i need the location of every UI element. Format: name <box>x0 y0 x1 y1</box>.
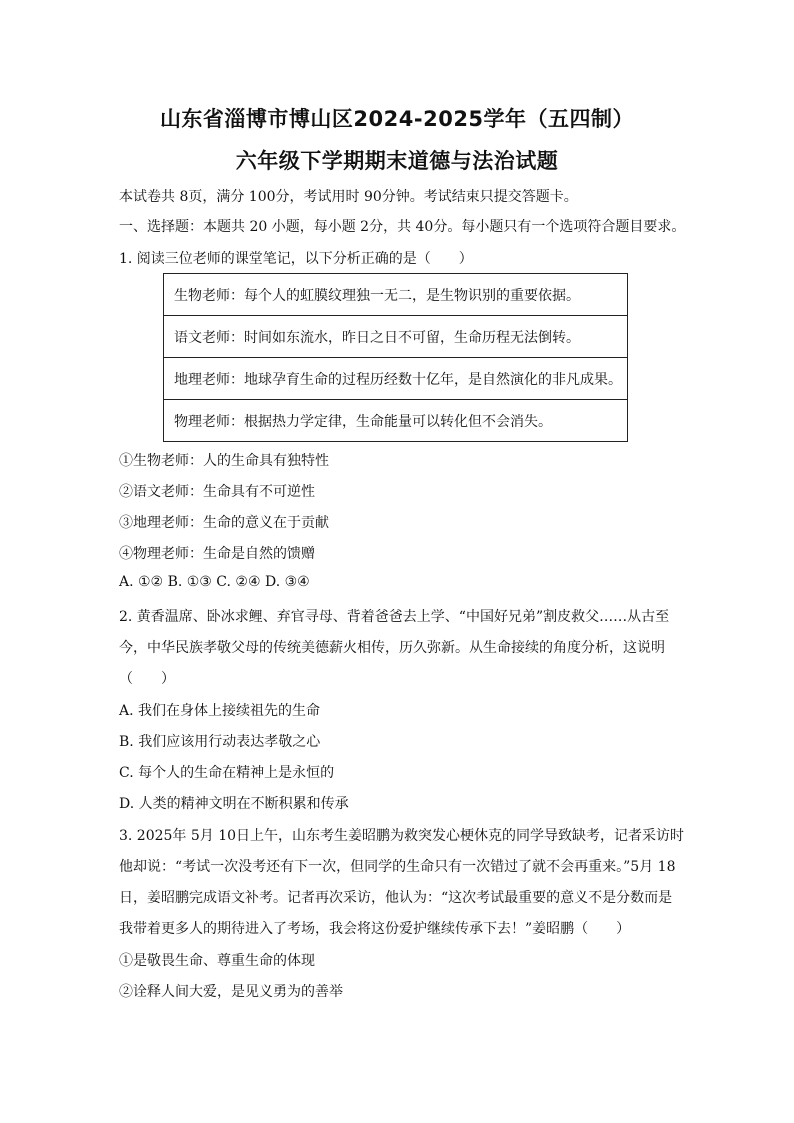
table-row <box>164 400 628 442</box>
question-1-statement: ②语文老师：生命具有不可逆性 <box>119 484 315 500</box>
question-3-statement: ②诠释人间大爱，是见义勇为的善举 <box>119 984 343 1000</box>
question-2-option: B. 我们应该用行动表达孝敬之心 <box>119 734 321 750</box>
exam-info: 本试卷共 8页，满分 100分，考试用时 90分钟。考试结束只提交答题卡。 <box>119 189 578 205</box>
table-cell: 物理老师：根据热力学定律，生命能量可以转化但不会消失。 <box>164 400 628 442</box>
question-3-stem-line: 日，姜昭鹏完成语文补考。记者再次采访，他认为：“这次考试最重要的意义不是分数而是 <box>119 890 673 906</box>
table-cell: 地理老师：地球孕育生命的过程历经数十亿年，是自然演化的非凡成果。 <box>164 358 628 400</box>
question-2-option: D. 人类的精神文明在不断积累和传承 <box>119 796 349 812</box>
document-title-line-2: 六年级下学期期末道德与法治试题 <box>235 149 559 173</box>
table-cell: 语文老师：时间如东流水，昨日之日不可留，生命历程无法倒转。 <box>164 316 628 358</box>
question-1-statement: ①生物老师：人的生命具有独特性 <box>119 453 329 469</box>
question-2-stem-line: （ ） <box>119 671 175 687</box>
question-2-option: C. 每个人的生命在精神上是永恒的 <box>119 765 335 781</box>
table-row <box>164 274 628 316</box>
question-3-statement: ①是敬畏生命、尊重生命的体现 <box>119 953 315 969</box>
question-2-option: A. 我们在身体上接续祖先的生命 <box>119 703 321 719</box>
section-heading: 一、选择题：本题共 20 小题，每小题 2分，共 40分。每小题只有一个选项符合题目要求。 <box>119 219 686 235</box>
question-3-stem-line: 他却说：“考试一次没考还有下一次，但同学的生命只有一次错过了就不会再重来。”5月 18 <box>119 859 676 875</box>
question-1-statement: ③地理老师：生命的意义在于贡献 <box>119 515 329 531</box>
teacher-notes-table <box>163 273 628 442</box>
table-row <box>164 358 628 400</box>
question-3-stem-line: 3. 2025年 5月 10日上午，山东考生姜昭鹏为救突发心梗休克的同学导致缺考，记者采访时 <box>119 828 685 844</box>
question-2-stem-line: 今，中华民族孝敬父母的传统美德薪火相传，历久弥新。从生命接续的角度分析，这说明 <box>119 640 665 656</box>
document-title-line-1: 山东省淄博市博山区2024-2025学年（五四制） <box>159 107 635 131</box>
question-2-stem-line: 2. 黄香温席、卧冰求鲤、弃官寻母、背着爸爸去上学、“中国好兄弟”割皮救父……从古至 <box>119 609 670 625</box>
question-1-statement: ④物理老师：生命是自然的馈赠 <box>119 546 315 562</box>
question-3-stem-line: 我带着更多人的期待进入了考场，我会将这份爱护继续传承下去！”姜昭鹏（ ） <box>119 921 631 937</box>
question-1-options: A. ①② B. ①③ C. ②④ D. ③④ <box>119 574 310 590</box>
table-row <box>164 316 628 358</box>
table-cell: 生物老师：每个人的虹膜纹理独一无二，是生物识别的重要依据。 <box>164 274 628 316</box>
question-1-stem: 1. 阅读三位老师的课堂笔记，以下分析正确的是（ ） <box>119 251 473 267</box>
